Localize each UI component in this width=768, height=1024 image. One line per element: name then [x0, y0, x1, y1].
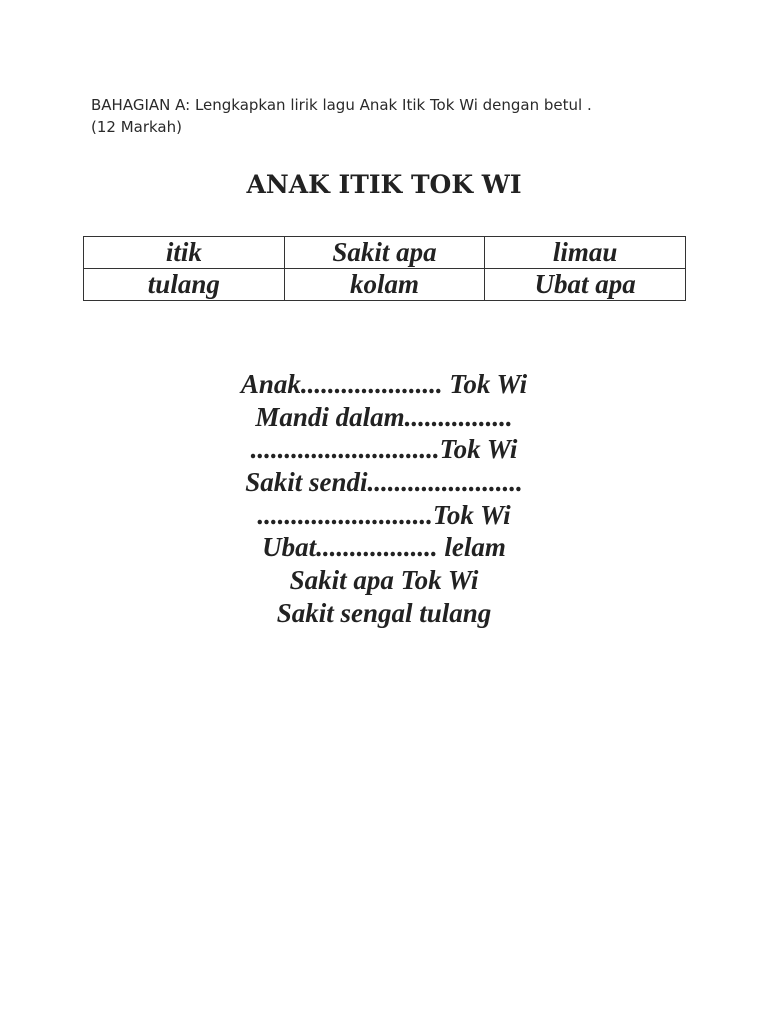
table-cell: limau	[485, 237, 686, 269]
table-cell: Ubat apa	[485, 269, 686, 301]
word-bank-table	[83, 236, 686, 301]
lyric-line: Anak..................... Tok Wi	[240, 369, 528, 399]
lyric-line: ..........................Tok Wi	[257, 499, 511, 530]
table-row	[84, 269, 686, 301]
table-cell: kolam	[284, 269, 485, 301]
instructions	[91, 94, 691, 138]
table-cell: itik	[84, 237, 285, 269]
lyric-line: Ubat.................. lelam	[262, 532, 506, 563]
table-cell: Sakit apa	[284, 237, 485, 269]
lyric-line: ............................Tok Wi	[250, 434, 518, 465]
song-title: ANAK ITIK TOK WI	[246, 170, 522, 199]
instructions-marks: (12 Markah)	[91, 118, 182, 136]
lyric-line: Mandi dalam................	[255, 401, 513, 432]
table-cell: tulang	[84, 269, 285, 301]
lyric-line: Sakit apa Tok Wi	[289, 565, 479, 596]
table-row	[84, 237, 686, 269]
lyric-line: Sakit sengal tulang	[276, 597, 492, 628]
instructions-line-1: BAHAGIAN A: Lengkapkan lirik lagu Anak Itik Tok Wi dengan betul .	[91, 96, 592, 114]
lyric-line: Sakit sendi.......................	[245, 467, 523, 498]
lyrics-block	[0, 368, 768, 630]
